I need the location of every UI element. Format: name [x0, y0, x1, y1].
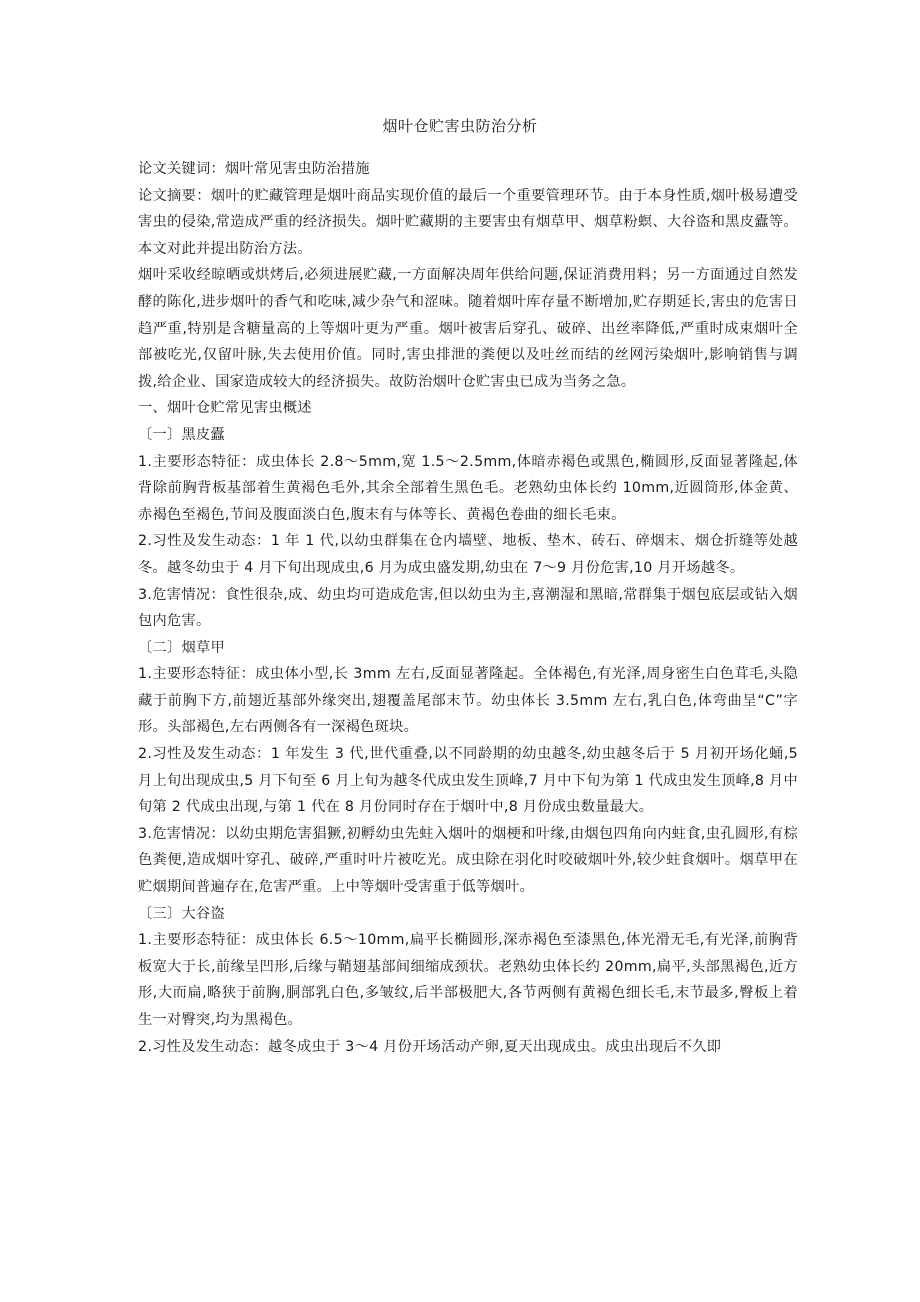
body-paragraph: 3.危害情况：以幼虫期危害猖獗,初孵幼虫先蛀入烟叶的烟梗和叶缘,由烟包四角向内蛀食,虫孔圆形,有棕色粪便,造成烟叶穿孔、破碎,严重时叶片被吃光。成虫除在羽化时咬破烟叶外,较少蛀食烟叶。烟草甲在贮烟期间普遍存在,危害严重。上中等烟叶受害重于低等烟叶。: [138, 825, 798, 896]
subsection-heading: 〔一〕黑皮蠹: [138, 426, 225, 443]
body-paragraph: 2.习性及发生动态：越冬成虫于 3～4 月份开场活动产卵,夏天出现成虫。成虫出现后不久即: [138, 1038, 722, 1055]
body-paragraph: 2.习性及发生动态：1 年 1 代,以幼虫群集在仓内墙壁、地板、垫木、砖石、碎烟末、烟仓折缝等处越冬。越冬幼虫于 4 月下旬出现成虫,6 月为成虫盛发期,幼虫在 7～9 月份危害,10 月开场越冬。: [138, 533, 798, 576]
body-paragraph: 烟叶采收经晾晒或烘烤后,必须进展贮藏,一方面解决周年供给问题,保证消费用料；另一方面通过自然发酵的陈化,进步烟叶的香气和吃味,减少杂气和涩味。随着烟叶库存量不断增加,贮存期延长,害虫的危害日趋严重,特别是含糖量高的上等烟叶更为严重。烟叶被害后穿孔、破碎、出丝率降低,严重时成束烟叶全部被吃光,仅留叶脉,失去使用价值。同时,害虫排泄的粪便以及吐丝而结的丝网污染烟叶,影响销售与调拨,给企业、国家造成较大的经济损失。故防治烟叶仓贮害虫已成为当务之急。: [138, 267, 798, 390]
body-paragraph: 1.主要形态特征：成虫体小型,长 3mm 左右,反面显著隆起。全体褐色,有光泽,周身密生白色茸毛,头隐藏于前胸下方,前翅近基部外缘突出,翅覆盖尾部末节。幼虫体长 3.5mm 左右,乳白色,体弯曲呈“C”字形。头部褐色,左右两侧各有一深褐色斑块。: [138, 666, 798, 736]
document-title: 烟叶仓贮害虫防治分析: [382, 117, 538, 135]
section-heading: 一、烟叶仓贮常见害虫概述: [138, 400, 312, 417]
body-paragraph: 1.主要形态特征：成虫体长 6.5～10mm,扁平长椭圆形,深赤褐色至漆黑色,体光滑无毛,有光泽,前胸背板宽大于长,前缘呈凹形,后缘与鞘翅基部间细缩成颈状。老熟幼虫体长约 20mm,扁平,头部黑褐色,近方形,大而扁,略狭于前胸,胴部乳白色,多皱纹,后半部极肥大,各节两侧有黄褐色细长毛,末节最多,臀板上着生一对臀突,均为黑褐色。: [138, 932, 798, 1028]
subsection-heading: 〔三〕大谷盗: [138, 905, 225, 922]
body-paragraph: 1.主要形态特征：成虫体长 2.8～5mm,宽 1.5～2.5mm,体暗赤褐色或黑色,椭圆形,反面显著隆起,体背除前胸背板基部着生黄褐色毛外,其余全部着生黑色毛。老熟幼虫体长约 10mm,近圆筒形,体金黄、赤褐色至褐色,节间及腹面淡白色,腹末有与体等长、黄褐色卷曲的细长毛束。: [138, 453, 798, 523]
body-paragraph: 3.危害情况：食性很杂,成、幼虫均可造成危害,但以幼虫为主,喜潮湿和黑暗,常群集于烟包底层或钻入烟包内危害。: [138, 586, 798, 630]
body-paragraph: 2.习性及发生动态：1 年发生 3 代,世代重叠,以不同龄期的幼虫越冬,幼虫越冬后于 5 月初开场化蛹,5 月上旬出现成虫,5 月下旬至 6 月上旬为越冬代成虫发生顶峰,7 月中下旬为第 1 代成虫发生顶峰,8 月中旬第 2 代成虫出现,与第 1 代在 8 月份同时存在于烟叶中,8 月份成虫数量最大。: [138, 746, 798, 816]
subsection-heading: 〔二〕烟草甲: [138, 639, 225, 656]
abstract-paragraph: 论文摘要：烟叶的贮藏管理是烟叶商品实现价值的最后一个重要管理环节。由于本身性质,烟叶极易遭受害虫的侵染,常造成严重的经济损失。烟叶贮藏期的主要害虫有烟草甲、烟草粉螟、大谷盗和黑皮蠹等。本文对此并提出防治方法。: [138, 187, 798, 257]
document-body: [138, 156, 798, 1060]
keywords-paragraph: 论文关键词：烟叶常见害虫防治措施: [138, 161, 370, 177]
